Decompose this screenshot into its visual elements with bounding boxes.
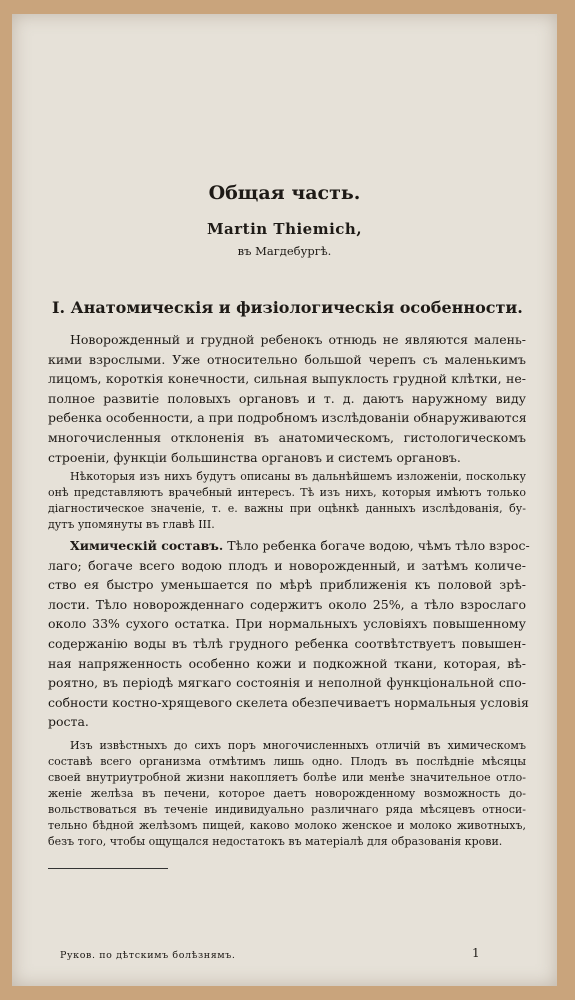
- text-line: составѣ всего организма отмѣтимъ лишь одно. Плодъ въ послѣдніе мѣсяцы: [48, 755, 526, 768]
- paragraph-chemistry: [48, 536, 530, 732]
- text-line: около 33% сухого остатка. При нормальныхъ условіяхъ повышенному: [48, 616, 526, 632]
- text-line: онѣ представляютъ врачебный интересъ. Тѣ изъ нихъ, которыя имѣютъ только: [48, 486, 526, 499]
- text-line: діагностическое значеніе, т. е. важны при оцѣнкѣ данныхъ изслѣдованія, бу-: [48, 502, 526, 515]
- book-page: [12, 14, 557, 986]
- running-footer: Руков. по дѣтскимъ болѣзнямъ.: [60, 950, 236, 961]
- text-line: Изъ извѣстныхъ до сихъ поръ многочисленныхъ отличій въ химическомъ: [70, 739, 526, 752]
- text-line: роятно, въ періодѣ мягкаго состоянія и неполной функціональной спо-: [48, 675, 526, 691]
- text-line: содержанію воды въ тѣлѣ грудного ребенка соотвѣтствуетъ повышен-: [48, 635, 526, 651]
- chemistry-heading: Химическій составъ.: [70, 538, 224, 553]
- text-line: тельно бѣдной желѣзомъ пищей, каково молоко женское и молоко животныхъ,: [48, 819, 526, 832]
- footnote-rule: [48, 868, 168, 869]
- paragraph-iron: [48, 738, 526, 850]
- text-line: Нѣкоторыя изъ нихъ будутъ описаны въ дальнѣйшемъ изложеніи, поскольку: [70, 470, 526, 483]
- text-line: своей внутриутробной жизни накопляетъ болѣе или менѣе значительное отло-: [48, 771, 526, 784]
- text-line: собности костно-хрящевого скелета обезпечиваетъ нормальныя условія: [48, 694, 529, 710]
- paragraph-intro: [48, 330, 526, 467]
- text-line: Химическій составъ. Тѣло ребенка богаче водою, чѣмъ тѣло взрос-: [70, 538, 530, 553]
- text-line: безъ того, чтобы ощущался недостатокъ въ матеріалѣ для образованія крови.: [48, 835, 503, 848]
- text-line: строеніи, функціи большинства органовъ и системъ органовъ.: [48, 449, 461, 465]
- text-line: роста.: [48, 714, 89, 730]
- text-line: дутъ упомянуты въ главѣ III.: [48, 518, 215, 531]
- text-line: многочисленныя отклоненія въ анатомическомъ, гистологическомъ: [48, 429, 526, 445]
- page-number: 1: [472, 946, 480, 960]
- text-line: полное развитіе половыхъ органовъ и т. д. даютъ наружному виду: [48, 390, 526, 406]
- text-line: ство ея быстро уменьшается по мѣрѣ приближенія къ половой зрѣ-: [48, 577, 526, 593]
- text-line: ная напряженность особенно кожи и подкожной ткани, которая, вѣ-: [48, 655, 526, 671]
- text-line: лости. Тѣло новорожденнаго содержитъ около 25%, а тѣло взрослаго: [48, 596, 526, 612]
- text-line: женіе желѣза въ печени, которое даетъ новорожденному возможность до-: [48, 787, 526, 800]
- section-heading: I. Анатомическія и физіологическія особенности.: [52, 298, 523, 317]
- text-line: вольствоваться въ теченіе индивидуально различнаго ряда мѣсяцевъ относи-: [48, 803, 526, 816]
- author-name: Martin Thiemich,: [206, 220, 363, 238]
- text-line: лицомъ, короткія конечности, сильная выпуклость грудной клѣтки, не-: [48, 371, 526, 387]
- paragraph-note: [48, 469, 526, 533]
- text-line: лаго; богаче всего водою плодъ и новорожденный, и затѣмъ количе-: [48, 557, 526, 573]
- text-line: кими взрослыми. Уже относительно большой черепъ съ маленькимъ: [48, 351, 526, 367]
- author-location: въ Магдебургѣ.: [237, 244, 332, 258]
- page-title: Общая часть.: [208, 182, 361, 204]
- text-line: ребенка особенности, а при подробномъ изслѣдованіи обнаруживаются: [48, 410, 527, 426]
- text-line: Новорожденный и грудной ребенокъ отнюдь не являются малень-: [70, 332, 526, 347]
